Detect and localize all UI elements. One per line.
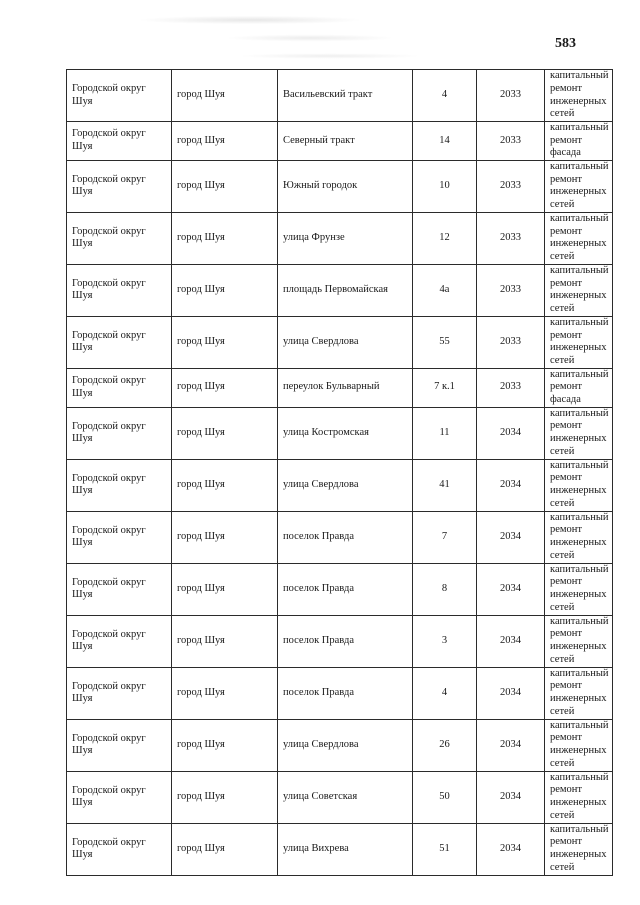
- city-cell: город Шуя: [172, 511, 278, 563]
- year-cell: 2033: [477, 160, 545, 212]
- house-cell: 4а: [413, 264, 477, 316]
- table-row: [67, 368, 613, 407]
- work-type-cell: капитальный ремонт инженерных сетей: [545, 212, 613, 264]
- district-cell: Городской округ Шуя: [67, 160, 172, 212]
- house-cell: 41: [413, 459, 477, 511]
- house-cell: 14: [413, 122, 477, 161]
- year-cell: 2034: [477, 459, 545, 511]
- street-cell: улица Свердлова: [278, 316, 413, 368]
- work-type-cell: капитальный ремонт инженерных сетей: [545, 407, 613, 459]
- year-cell: 2033: [477, 70, 545, 122]
- district-cell: Городской округ Шуя: [67, 264, 172, 316]
- house-cell: 26: [413, 719, 477, 771]
- street-cell: площадь Первомайская: [278, 264, 413, 316]
- district-cell: Городской округ Шуя: [67, 459, 172, 511]
- street-cell: улица Костромская: [278, 407, 413, 459]
- house-cell: 4: [413, 70, 477, 122]
- table-row: [67, 212, 613, 264]
- work-type-cell: капитальный ремонт инженерных сетей: [545, 70, 613, 122]
- district-cell: Городской округ Шуя: [67, 771, 172, 823]
- year-cell: 2034: [477, 563, 545, 615]
- table-row: [67, 122, 613, 161]
- year-cell: 2034: [477, 407, 545, 459]
- street-cell: Южный городок: [278, 160, 413, 212]
- city-cell: город Шуя: [172, 823, 278, 875]
- scan-artifact: [110, 8, 450, 63]
- table-row: [67, 407, 613, 459]
- house-cell: 51: [413, 823, 477, 875]
- work-type-cell: капитальный ремонт фасада: [545, 368, 613, 407]
- city-cell: город Шуя: [172, 615, 278, 667]
- street-cell: поселок Правда: [278, 511, 413, 563]
- work-type-cell: капитальный ремонт инженерных сетей: [545, 160, 613, 212]
- district-cell: Городской округ Шуя: [67, 823, 172, 875]
- district-cell: Городской округ Шуя: [67, 122, 172, 161]
- house-cell: 10: [413, 160, 477, 212]
- work-type-cell: капитальный ремонт инженерных сетей: [545, 511, 613, 563]
- table-row: [67, 160, 613, 212]
- year-cell: 2033: [477, 122, 545, 161]
- page-number: 583: [555, 36, 576, 51]
- city-cell: город Шуя: [172, 264, 278, 316]
- district-cell: Городской округ Шуя: [67, 407, 172, 459]
- street-cell: улица Вихрева: [278, 823, 413, 875]
- table-row: [67, 70, 613, 122]
- street-cell: улица Советская: [278, 771, 413, 823]
- table-row: [67, 511, 613, 563]
- year-cell: 2034: [477, 823, 545, 875]
- district-cell: Городской округ Шуя: [67, 719, 172, 771]
- year-cell: 2034: [477, 771, 545, 823]
- street-cell: улица Фрунзе: [278, 212, 413, 264]
- district-cell: Городской округ Шуя: [67, 70, 172, 122]
- work-type-cell: капитальный ремонт инженерных сетей: [545, 615, 613, 667]
- year-cell: 2033: [477, 316, 545, 368]
- work-type-cell: капитальный ремонт инженерных сетей: [545, 459, 613, 511]
- work-type-cell: капитальный ремонт фасада: [545, 122, 613, 161]
- work-type-cell: капитальный ремонт инженерных сетей: [545, 316, 613, 368]
- district-cell: Городской округ Шуя: [67, 316, 172, 368]
- district-cell: Городской округ Шуя: [67, 368, 172, 407]
- street-cell: поселок Правда: [278, 667, 413, 719]
- work-type-cell: капитальный ремонт инженерных сетей: [545, 823, 613, 875]
- work-type-cell: капитальный ремонт инженерных сетей: [545, 264, 613, 316]
- house-cell: 3: [413, 615, 477, 667]
- city-cell: город Шуя: [172, 719, 278, 771]
- district-cell: Городской округ Шуя: [67, 511, 172, 563]
- table-row: [67, 719, 613, 771]
- year-cell: 2033: [477, 368, 545, 407]
- work-type-cell: капитальный ремонт инженерных сетей: [545, 563, 613, 615]
- house-cell: 11: [413, 407, 477, 459]
- city-cell: город Шуя: [172, 316, 278, 368]
- year-cell: 2033: [477, 264, 545, 316]
- street-cell: переулок Бульварный: [278, 368, 413, 407]
- street-cell: Васильевский тракт: [278, 70, 413, 122]
- house-cell: 4: [413, 667, 477, 719]
- year-cell: 2034: [477, 719, 545, 771]
- table-row: [67, 667, 613, 719]
- street-cell: Северный тракт: [278, 122, 413, 161]
- district-cell: Городской округ Шуя: [67, 563, 172, 615]
- table-row: [67, 264, 613, 316]
- house-cell: 50: [413, 771, 477, 823]
- work-type-cell: капитальный ремонт инженерных сетей: [545, 771, 613, 823]
- work-type-cell: капитальный ремонт инженерных сетей: [545, 719, 613, 771]
- city-cell: город Шуя: [172, 122, 278, 161]
- city-cell: город Шуя: [172, 407, 278, 459]
- table-row: [67, 316, 613, 368]
- city-cell: город Шуя: [172, 667, 278, 719]
- street-cell: улица Свердлова: [278, 719, 413, 771]
- city-cell: город Шуя: [172, 160, 278, 212]
- house-cell: 12: [413, 212, 477, 264]
- table-row: [67, 823, 613, 875]
- house-cell: 55: [413, 316, 477, 368]
- city-cell: город Шуя: [172, 563, 278, 615]
- table-row: [67, 615, 613, 667]
- year-cell: 2034: [477, 511, 545, 563]
- street-cell: поселок Правда: [278, 563, 413, 615]
- house-cell: 7 к.1: [413, 368, 477, 407]
- district-cell: Городской округ Шуя: [67, 667, 172, 719]
- city-cell: город Шуя: [172, 771, 278, 823]
- district-cell: Городской округ Шуя: [67, 615, 172, 667]
- district-cell: Городской округ Шуя: [67, 212, 172, 264]
- work-type-cell: капитальный ремонт инженерных сетей: [545, 667, 613, 719]
- street-cell: поселок Правда: [278, 615, 413, 667]
- city-cell: город Шуя: [172, 70, 278, 122]
- house-cell: 7: [413, 511, 477, 563]
- year-cell: 2034: [477, 667, 545, 719]
- city-cell: город Шуя: [172, 459, 278, 511]
- table-row: [67, 563, 613, 615]
- table-row: [67, 771, 613, 823]
- year-cell: 2034: [477, 615, 545, 667]
- year-cell: 2033: [477, 212, 545, 264]
- works-table: [66, 69, 613, 876]
- table-row: [67, 459, 613, 511]
- city-cell: город Шуя: [172, 212, 278, 264]
- city-cell: город Шуя: [172, 368, 278, 407]
- house-cell: 8: [413, 563, 477, 615]
- street-cell: улица Свердлова: [278, 459, 413, 511]
